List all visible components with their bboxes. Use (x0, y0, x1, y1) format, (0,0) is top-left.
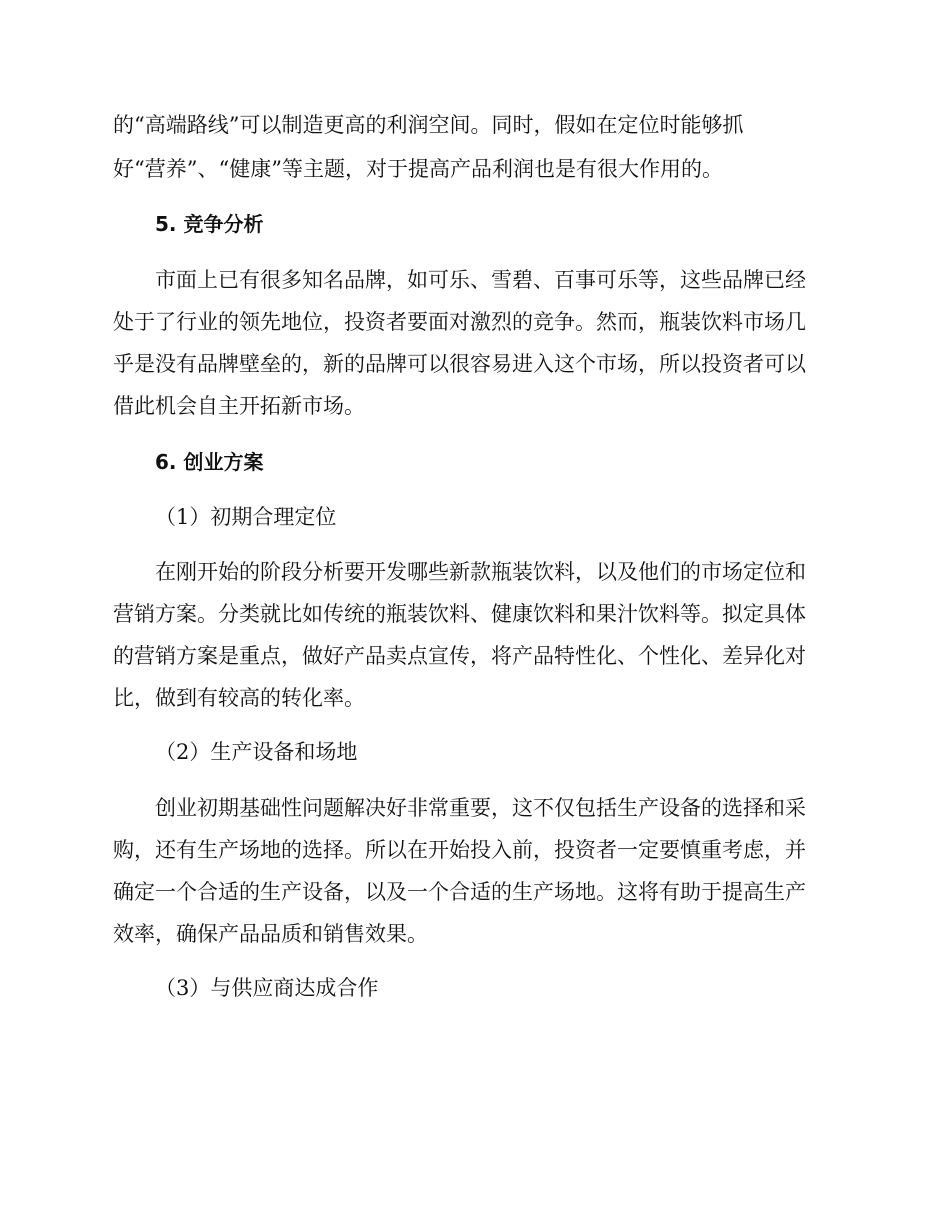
sub2-paragraph-line: 确定一个合适的生产设备，以及一个合适的生产场地。这将有助于提高生产 (113, 880, 806, 904)
sub1-paragraph-line: 在刚开始的阶段分析要开发哪些新款瓶装饮料，以及他们的市场定位和 (155, 560, 806, 584)
section5-paragraph-line: 处于了行业的领先地位，投资者要面对激烈的竞争。然而，瓶装饮料市场几 (113, 310, 806, 334)
sub2-paragraph-line: 购，还有生产场地的选择。所以在开始投入前，投资者一定要慎重考虑，并 (113, 838, 806, 862)
sub1-paragraph-line: 的营销方案是重点，做好产品卖点宣传，将产品特性化、个性化、差异化对 (113, 644, 806, 668)
sub2-paragraph-line: 效率，确保产品品质和销售效果。 (113, 922, 428, 946)
sub1-paragraph-line: 营销方案。分类就比如传统的瓶装饮料、健康饮料和果汁饮料等。拟定具体 (113, 602, 806, 626)
sub1-paragraph-line: 比，做到有较高的转化率。 (113, 686, 365, 710)
section5-paragraph-line: 市面上已有很多知名品牌，如可乐、雪碧、百事可乐等，这些品牌已经 (155, 268, 806, 292)
intro-paragraph-line: 好“营养”、“健康”等主题，对于提高产品利润也是有很大作用的。 (113, 157, 723, 181)
section5-paragraph-line: 乎是没有品牌壁垒的，新的品牌可以很容易进入这个市场，所以投资者可以 (113, 352, 806, 376)
intro-paragraph-line: 的“高端路线”可以制造更高的利润空间。同时，假如在定位时能够抓 (113, 113, 744, 137)
sub2-paragraph-line: 创业初期基础性问题解决好非常重要，这不仅包括生产设备的选择和采 (155, 796, 806, 820)
section-heading-competition: 5. 竞争分析 (155, 212, 264, 236)
subsection-title-positioning: （1）初期合理定位 (155, 505, 337, 529)
subsection-title-suppliers: （3）与供应商达成合作 (155, 976, 379, 1000)
section-heading-startup-plan: 6. 创业方案 (155, 450, 264, 474)
subsection-title-equipment: （2）生产设备和场地 (155, 740, 358, 764)
section5-paragraph-line: 借此机会自主开拓新市场。 (113, 394, 365, 418)
